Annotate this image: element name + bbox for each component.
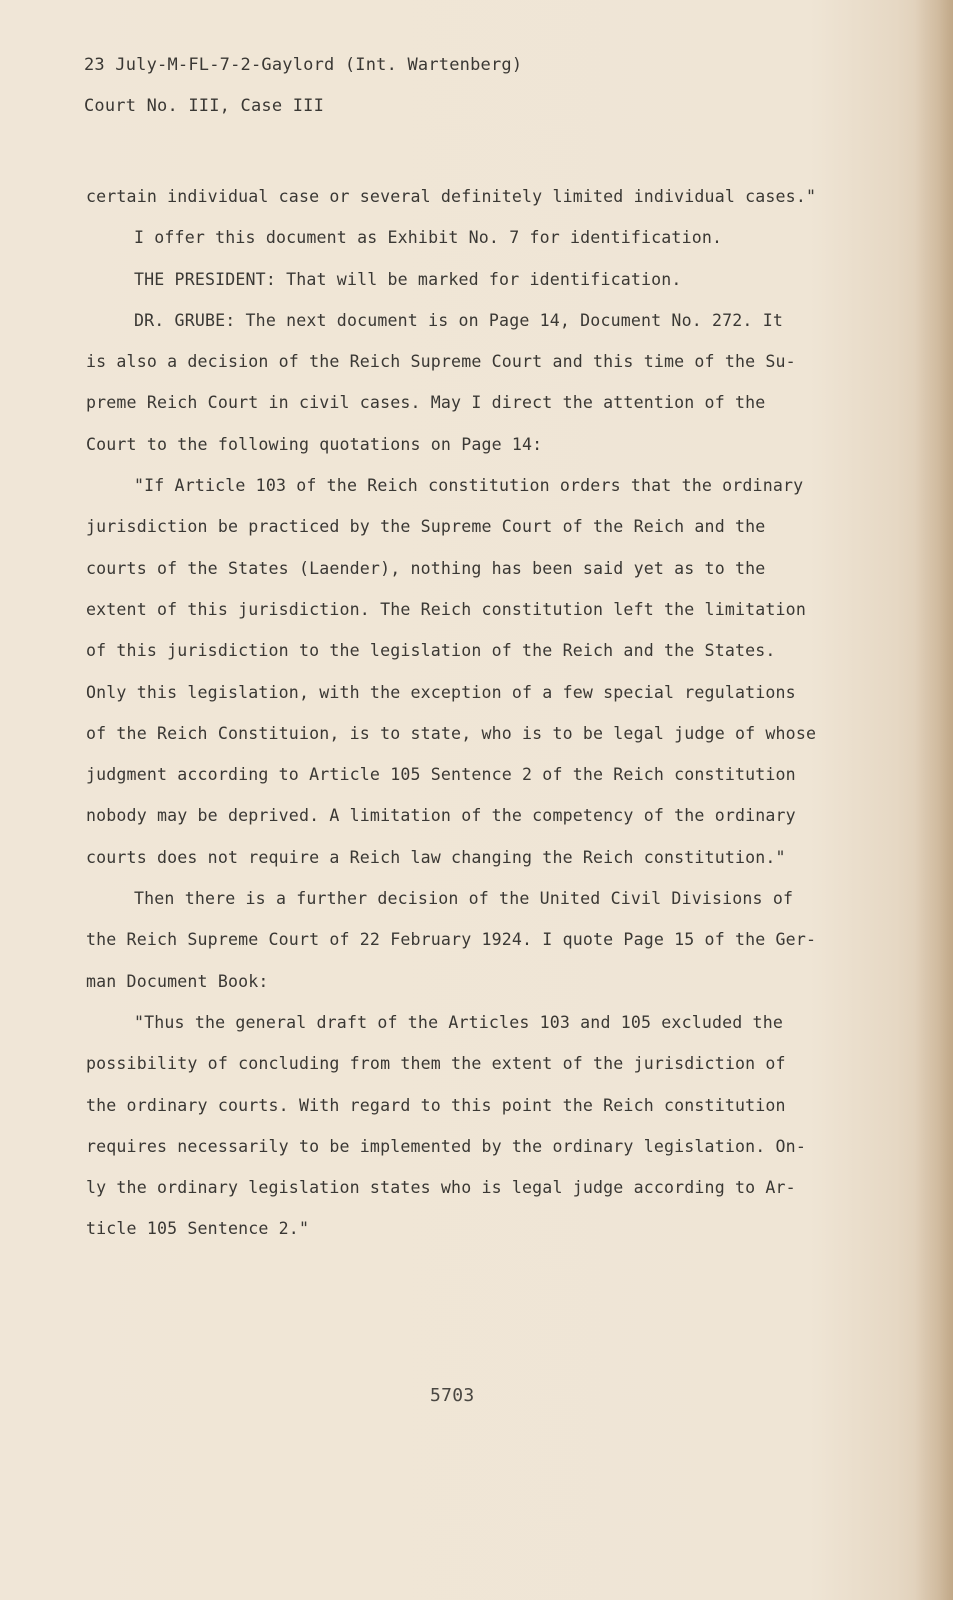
transcript-line: is also a decision of the Reich Supreme Court and this time of the Su-: [86, 352, 796, 372]
page-edge-shadow: [915, 0, 953, 1600]
transcript-line: certain individual case or several definitely limited individual cases.": [86, 187, 817, 206]
header-session-line: 23 July-M-FL-7-2-Gaylord (Int. Wartenberg): [84, 55, 523, 75]
transcript-body: [86, 176, 831, 1250]
transcript-line: ticle 105 Sentence 2.": [86, 1219, 310, 1239]
transcript-line: of this jurisdiction to the legislation of the Reich and the States.: [86, 641, 776, 661]
page-number: 5703: [430, 1385, 475, 1406]
transcript-line: I offer this document as Exhibit No. 7 for identification.: [134, 228, 723, 248]
transcript-line: courts of the States (Laender), nothing has been said yet as to the: [86, 558, 766, 578]
transcript-line: "If Article 103 of the Reich constitution orders that the ordinary: [134, 476, 804, 496]
transcript-line: nobody may be deprived. A limitation of the competency of the ordinary: [86, 806, 796, 826]
transcript-line: judgment according to Article 105 Sentence 2 of the Reich constitution: [86, 765, 796, 785]
transcript-line: the Reich Supreme Court of 22 February 1924. I quote Page 15 of the Ger-: [86, 930, 817, 950]
transcript-line: possibility of concluding from them the extent of the jurisdiction of: [86, 1054, 786, 1074]
transcript-line: the ordinary courts. With regard to this point the Reich constitution: [86, 1095, 786, 1115]
transcript-line: extent of this jurisdiction. The Reich constitution left the limitation: [86, 599, 806, 619]
transcript-line: Court to the following quotations on Page 14:: [86, 434, 543, 454]
transcript-line: Then there is a further decision of the United Civil Divisions of: [134, 889, 794, 909]
transcript-line: man Document Book:: [86, 971, 269, 991]
transcript-line: of the Reich Constituion, is to state, who is to be legal judge of whose: [86, 723, 817, 743]
transcript-line: requires necessarily to be implemented by the ordinary legislation. On-: [86, 1136, 806, 1156]
transcript-line: ly the ordinary legislation states who is legal judge according to Ar-: [86, 1178, 796, 1198]
transcript-line: jurisdiction be practiced by the Supreme Court of the Reich and the: [86, 517, 766, 537]
transcript-line: THE PRESIDENT: That will be marked for identification.: [134, 269, 682, 289]
transcript-line: "Thus the general draft of the Articles 103 and 105 excluded the: [134, 1012, 783, 1032]
transcript-line: DR. GRUBE: The next document is on Page 14, Document No. 272. It: [134, 310, 783, 330]
transcript-line: preme Reich Court in civil cases. May I direct the attention of the: [86, 393, 766, 413]
document-header: [84, 55, 522, 116]
transcript-line: courts does not require a Reich law changing the Reich constitution.": [86, 847, 786, 867]
header-court-line: Court No. III, Case III: [84, 96, 325, 116]
transcript-line: Only this legislation, with the exception of a few special regulations: [86, 682, 796, 702]
